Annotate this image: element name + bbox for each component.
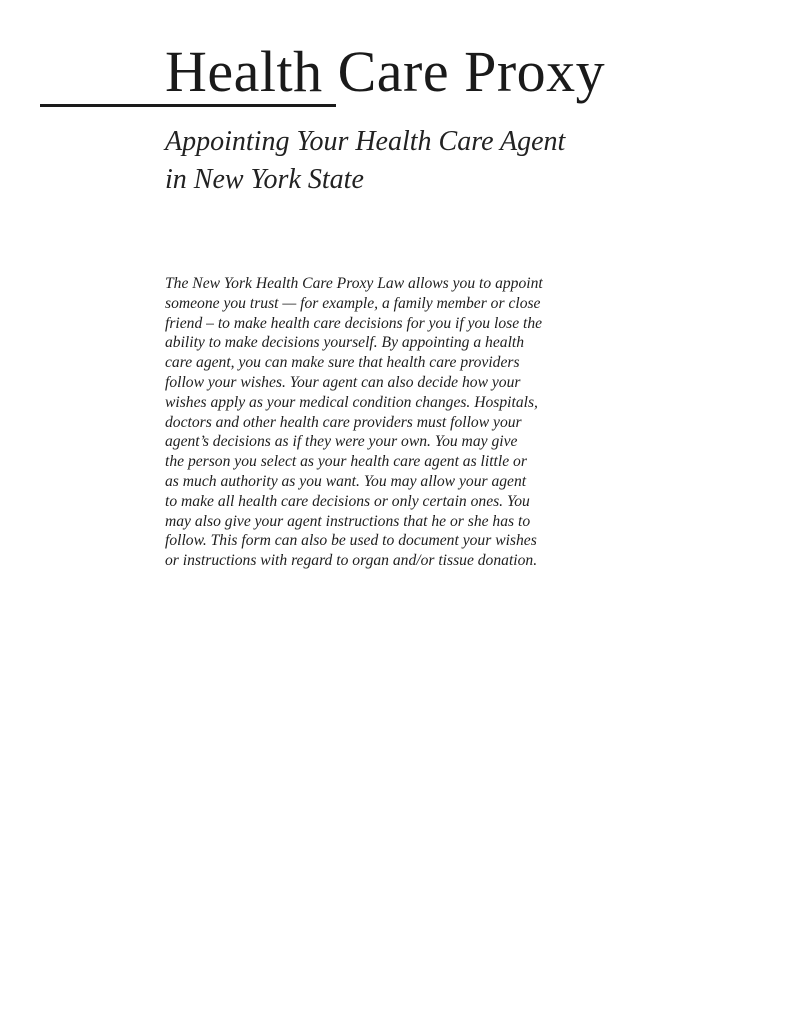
intro-line: doctors and other health care providers must follow your bbox=[165, 413, 522, 431]
intro-line: ability to make decisions yourself. By appointing a health bbox=[165, 334, 525, 352]
subtitle-line: Appointing Your Health Care Agent bbox=[165, 126, 566, 157]
intro-line: wishes apply as your medical condition changes. Hospitals, bbox=[165, 393, 538, 411]
intro-paragraph bbox=[165, 274, 635, 571]
intro-line: The New York Health Care Proxy Law allows you to appoint bbox=[165, 275, 543, 292]
page-subtitle bbox=[165, 123, 565, 199]
intro-line: or instructions with regard to organ and/or tissue donation. bbox=[165, 552, 538, 570]
intro-line: someone you trust — for example, a family member or close bbox=[165, 294, 541, 312]
intro-line: the person you select as your health care agent as little or bbox=[165, 453, 527, 471]
intro-line: to make all health care decisions or only certain ones. You bbox=[165, 492, 530, 510]
intro-line: agent’s decisions as if they were your own. You may give bbox=[165, 433, 518, 451]
intro-line: follow. This form can also be used to document your wishes bbox=[165, 532, 537, 550]
intro-line: may also give your agent instructions that he or she has to bbox=[165, 512, 531, 530]
subtitle-line: in New York State bbox=[165, 164, 364, 195]
title-underline-rule bbox=[40, 104, 336, 107]
intro-line: friend – to make health care decisions for you if you lose the bbox=[165, 314, 543, 332]
page-title: Health Care Proxy bbox=[165, 39, 606, 104]
intro-line: care agent, you can make sure that health care providers bbox=[165, 354, 520, 372]
intro-line: follow your wishes. Your agent can also decide how your bbox=[165, 373, 521, 391]
intro-line: as much authority as you want. You may allow your agent bbox=[165, 472, 527, 490]
